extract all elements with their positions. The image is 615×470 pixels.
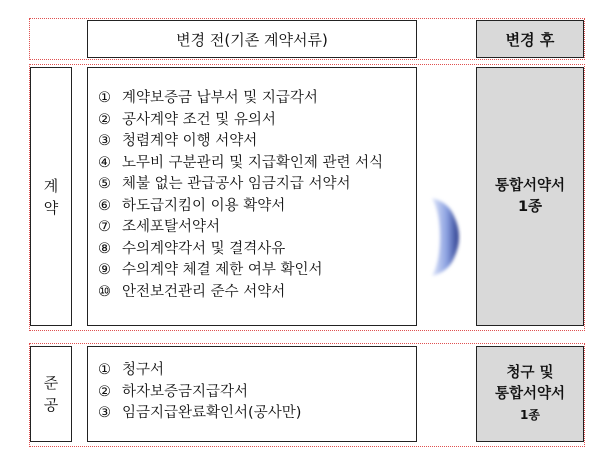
- completion-result: [476, 346, 584, 442]
- contract-label-char-1: 계: [43, 176, 59, 195]
- item-number: ⑦: [98, 219, 111, 235]
- list-item: [98, 196, 416, 218]
- item-text: 체불 없는 관급공사 임금지급 서약서: [122, 176, 351, 192]
- contract-document-list: [87, 67, 417, 326]
- item-number: ①: [98, 90, 111, 106]
- item-number: ⑩: [98, 283, 111, 300]
- list-item: [98, 88, 416, 110]
- header-after-text: 변경 후: [505, 30, 555, 49]
- list-item: [98, 217, 416, 239]
- item-text: 안전보건관리 준수 서약서: [122, 283, 286, 300]
- list-item: [98, 131, 416, 153]
- item-text: 수의계약 체결 제한 여부 확인서: [122, 262, 323, 278]
- item-text: 조세포탈서약서: [122, 219, 221, 235]
- completion-result-line3: 1종: [520, 407, 540, 422]
- completion-result-line1: 청구 및: [506, 364, 554, 381]
- contract-result: [476, 67, 584, 326]
- item-text: 청구서: [122, 362, 165, 378]
- list-item: [98, 282, 416, 304]
- item-text: 하자보증금지급각서: [122, 383, 249, 400]
- item-text: 수의계약각서 및 결격사유: [122, 240, 286, 257]
- list-item: [98, 174, 416, 196]
- item-text: 청렴계약 이행 서약서: [122, 133, 258, 149]
- contract-result-line1: 통합서약서: [494, 177, 566, 194]
- contract-result-line2: 1종: [517, 198, 543, 215]
- item-number: ③: [98, 405, 111, 421]
- completion-document-list: [87, 346, 417, 442]
- header-after: [476, 20, 584, 58]
- list-item: [98, 382, 416, 404]
- header-before: [87, 20, 417, 58]
- item-number: ④: [98, 154, 111, 171]
- completion-result-line2: 통합서약서: [494, 385, 566, 402]
- item-text: 임금지급완료확인서(공사만): [122, 405, 302, 421]
- item-text: 공사계약 조건 및 유의서: [122, 111, 276, 128]
- item-number: ⑤: [98, 176, 111, 192]
- item-number: ②: [98, 111, 111, 128]
- item-number: ②: [98, 383, 111, 400]
- item-number: ③: [98, 133, 111, 149]
- completion-label: [30, 346, 72, 442]
- completion-label-char-2: 공: [43, 396, 59, 414]
- completion-label-char-1: 준: [43, 374, 59, 392]
- right-arrow-icon: [428, 192, 468, 282]
- header-before-text: 변경 전(기존 계약서류): [176, 30, 328, 49]
- contract-label: [30, 67, 72, 326]
- item-text: 노무비 구분관리 및 지급확인제 관련 서식: [122, 154, 384, 171]
- list-item: [98, 239, 416, 261]
- list-item: [98, 260, 416, 282]
- item-number: ①: [98, 362, 111, 378]
- list-item: [98, 403, 416, 425]
- item-number: ⑨: [98, 262, 111, 278]
- item-number: ⑥: [98, 197, 111, 214]
- item-text: 계약보증금 납부서 및 지급각서: [122, 90, 318, 106]
- list-item: [98, 153, 416, 175]
- list-item: [98, 360, 416, 382]
- item-text: 하도급지킴이 이용 확약서: [122, 197, 286, 214]
- contract-label-char-2: 약: [43, 198, 59, 217]
- item-number: ⑧: [98, 240, 111, 257]
- list-item: [98, 110, 416, 132]
